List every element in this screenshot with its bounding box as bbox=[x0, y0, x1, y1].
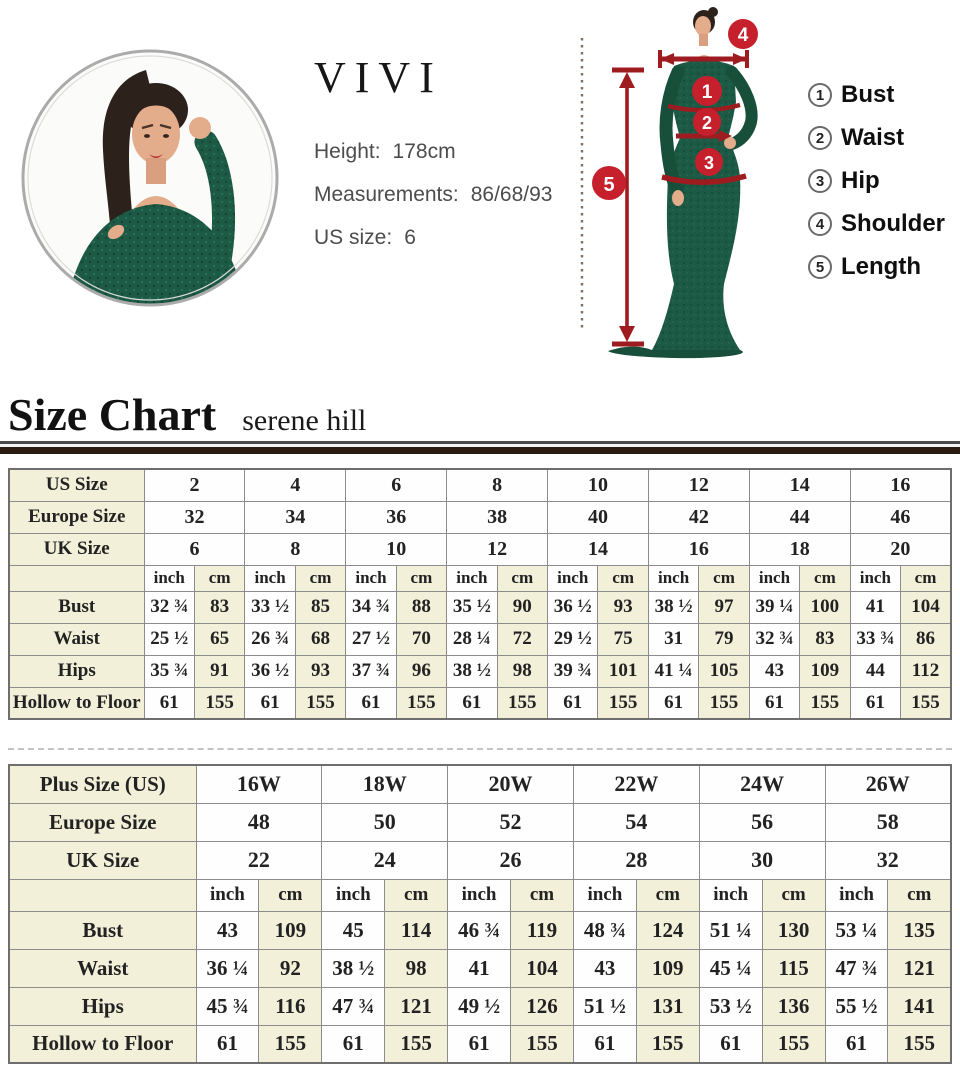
cm-value-cell: 131 bbox=[636, 987, 699, 1025]
inch-value-cell: 49 ½ bbox=[448, 987, 511, 1025]
legend-label: Shoulder bbox=[841, 210, 946, 237]
unit-cm-cell: cm bbox=[497, 565, 547, 591]
size-value-cell: 22W bbox=[573, 765, 699, 803]
inch-value-cell: 61 bbox=[850, 687, 900, 719]
unit-inch-cell: inch bbox=[448, 879, 511, 911]
cm-value-cell: 104 bbox=[511, 949, 574, 987]
size-value-cell: 58 bbox=[825, 803, 951, 841]
inch-value-cell: 39 ¾ bbox=[548, 655, 598, 687]
inch-value-cell: 61 bbox=[699, 1025, 762, 1063]
cm-value-cell: 98 bbox=[497, 655, 547, 687]
cm-value-cell: 104 bbox=[901, 591, 951, 623]
inch-value-cell: 45 ¾ bbox=[196, 987, 259, 1025]
inch-value-cell: 36 ½ bbox=[548, 591, 598, 623]
info-label: US size: bbox=[314, 226, 393, 249]
size-value-cell: 20 bbox=[850, 533, 951, 565]
inch-value-cell: 46 ¾ bbox=[448, 911, 511, 949]
size-value-cell: 18 bbox=[749, 533, 850, 565]
unit-cm-cell: cm bbox=[598, 565, 648, 591]
row-label-cell: Europe Size bbox=[9, 803, 196, 841]
size-value-cell: 2 bbox=[144, 469, 245, 501]
cm-value-cell: 75 bbox=[598, 623, 648, 655]
inch-value-cell: 61 bbox=[749, 687, 799, 719]
measure-row bbox=[9, 655, 951, 687]
inch-value-cell: 61 bbox=[448, 1025, 511, 1063]
cm-value-cell: 72 bbox=[497, 623, 547, 655]
unit-inch-cell: inch bbox=[573, 879, 636, 911]
row-label-cell: Bust bbox=[9, 911, 196, 949]
size-header-row bbox=[9, 803, 951, 841]
inch-value-cell: 61 bbox=[825, 1025, 888, 1063]
unit-inch-cell: inch bbox=[825, 879, 888, 911]
size-value-cell: 6 bbox=[346, 469, 447, 501]
inch-value-cell: 44 bbox=[850, 655, 900, 687]
inch-value-cell: 45 bbox=[322, 911, 385, 949]
unit-cm-cell: cm bbox=[295, 565, 345, 591]
unit-cm-cell: cm bbox=[888, 879, 951, 911]
model-photo bbox=[16, 44, 284, 312]
inch-value-cell: 61 bbox=[245, 687, 295, 719]
svg-text:5: 5 bbox=[603, 174, 615, 196]
legend-item-waist bbox=[808, 123, 945, 153]
inch-value-cell: 41 ¼ bbox=[648, 655, 698, 687]
size-header-row bbox=[9, 533, 951, 565]
size-value-cell: 4 bbox=[245, 469, 346, 501]
inch-value-cell: 36 ½ bbox=[245, 655, 295, 687]
page-subtitle: serene hill bbox=[242, 404, 367, 437]
legend-label: Bust bbox=[841, 81, 895, 108]
unit-cm-cell: cm bbox=[762, 879, 825, 911]
info-value: 178cm bbox=[392, 140, 456, 163]
inch-value-cell: 37 ¾ bbox=[346, 655, 396, 687]
inch-value-cell: 35 ½ bbox=[447, 591, 497, 623]
cm-value-cell: 109 bbox=[636, 949, 699, 987]
cm-value-cell: 105 bbox=[699, 655, 749, 687]
size-value-cell: 32 bbox=[144, 501, 245, 533]
size-value-cell: 40 bbox=[548, 501, 649, 533]
cm-value-cell: 79 bbox=[699, 623, 749, 655]
unit-inch-cell: inch bbox=[648, 565, 698, 591]
size-value-cell: 12 bbox=[447, 533, 548, 565]
cm-value-cell: 93 bbox=[598, 591, 648, 623]
cm-value-cell: 83 bbox=[194, 591, 244, 623]
cm-value-cell: 124 bbox=[636, 911, 699, 949]
size-value-cell: 46 bbox=[850, 501, 951, 533]
inch-value-cell: 38 ½ bbox=[648, 591, 698, 623]
inch-value-cell: 43 bbox=[196, 911, 259, 949]
inch-value-cell: 33 ¾ bbox=[850, 623, 900, 655]
row-label-cell: Hollow to Floor bbox=[9, 687, 144, 719]
row-label-cell: Hollow to Floor bbox=[9, 1025, 196, 1063]
cm-value-cell: 155 bbox=[699, 687, 749, 719]
cm-value-cell: 141 bbox=[888, 987, 951, 1025]
cm-value-cell: 114 bbox=[385, 911, 448, 949]
inch-value-cell: 61 bbox=[196, 1025, 259, 1063]
unit-cm-cell: cm bbox=[385, 879, 448, 911]
row-label-cell: Plus Size (US) bbox=[9, 765, 196, 803]
unit-inch-cell: inch bbox=[346, 565, 396, 591]
cm-value-cell: 155 bbox=[396, 687, 446, 719]
cm-value-cell: 96 bbox=[396, 655, 446, 687]
inch-value-cell: 45 ¼ bbox=[699, 949, 762, 987]
size-header-row bbox=[9, 765, 951, 803]
inch-value-cell: 61 bbox=[447, 687, 497, 719]
inch-value-cell: 26 ¾ bbox=[245, 623, 295, 655]
size-value-cell: 44 bbox=[749, 501, 850, 533]
inch-value-cell: 47 ¾ bbox=[322, 987, 385, 1025]
inch-value-cell: 43 bbox=[749, 655, 799, 687]
size-value-cell: 14 bbox=[749, 469, 850, 501]
inch-value-cell: 61 bbox=[144, 687, 194, 719]
unit-cm-cell: cm bbox=[396, 565, 446, 591]
plus-size-table bbox=[8, 764, 952, 1064]
legend-item-length bbox=[808, 252, 945, 282]
circled-number-icon: 1 bbox=[808, 83, 832, 107]
size-value-cell: 10 bbox=[548, 469, 649, 501]
inch-value-cell: 53 ½ bbox=[699, 987, 762, 1025]
cm-value-cell: 116 bbox=[259, 987, 322, 1025]
size-value-cell: 24 bbox=[322, 841, 448, 879]
cm-value-cell: 112 bbox=[901, 655, 951, 687]
circled-number-icon: 5 bbox=[808, 255, 832, 279]
info-value: 6 bbox=[404, 226, 416, 249]
size-value-cell: 50 bbox=[322, 803, 448, 841]
size-value-cell: 42 bbox=[648, 501, 749, 533]
info-row-measurements bbox=[314, 183, 552, 209]
row-label-cell: Hips bbox=[9, 987, 196, 1025]
size-value-cell: 6 bbox=[144, 533, 245, 565]
inch-value-cell: 31 bbox=[648, 623, 698, 655]
inch-value-cell: 48 ¾ bbox=[573, 911, 636, 949]
row-label-cell: Hips bbox=[9, 655, 144, 687]
size-value-cell: 16 bbox=[850, 469, 951, 501]
legend-item-shoulder bbox=[808, 209, 945, 239]
size-value-cell: 26W bbox=[825, 765, 951, 803]
unit-inch-cell: inch bbox=[322, 879, 385, 911]
cm-value-cell: 109 bbox=[800, 655, 850, 687]
cm-value-cell: 126 bbox=[511, 987, 574, 1025]
inch-value-cell: 61 bbox=[648, 687, 698, 719]
svg-text:4: 4 bbox=[737, 25, 749, 46]
size-value-cell: 18W bbox=[322, 765, 448, 803]
size-value-cell: 20W bbox=[448, 765, 574, 803]
info-label: Measurements: bbox=[314, 183, 459, 206]
size-value-cell: 8 bbox=[447, 469, 548, 501]
unit-inch-cell: inch bbox=[447, 565, 497, 591]
circled-number-icon: 3 bbox=[808, 169, 832, 193]
svg-text:2: 2 bbox=[701, 113, 713, 133]
size-value-cell: 10 bbox=[346, 533, 447, 565]
svg-text:3: 3 bbox=[703, 153, 715, 173]
cm-value-cell: 91 bbox=[194, 655, 244, 687]
row-label-cell: Europe Size bbox=[9, 501, 144, 533]
row-label-cell: UK Size bbox=[9, 841, 196, 879]
size-value-cell: 56 bbox=[699, 803, 825, 841]
inch-value-cell: 61 bbox=[548, 687, 598, 719]
info-value: 86/68/93 bbox=[470, 183, 553, 206]
cm-value-cell: 85 bbox=[295, 591, 345, 623]
cm-value-cell: 155 bbox=[194, 687, 244, 719]
size-value-cell: 8 bbox=[245, 533, 346, 565]
size-value-cell: 32 bbox=[825, 841, 951, 879]
inch-value-cell: 32 ¾ bbox=[749, 623, 799, 655]
unit-cm-cell: cm bbox=[901, 565, 951, 591]
page-title: Size Chart bbox=[8, 389, 217, 440]
section-heading bbox=[8, 388, 366, 441]
row-label-cell: US Size bbox=[9, 469, 144, 501]
size-header-row bbox=[9, 841, 951, 879]
cm-value-cell: 155 bbox=[497, 687, 547, 719]
dashed-separator bbox=[8, 748, 952, 750]
cm-value-cell: 155 bbox=[259, 1025, 322, 1063]
unit-inch-cell: inch bbox=[144, 565, 194, 591]
inch-value-cell: 47 ¾ bbox=[825, 949, 888, 987]
inch-value-cell: 51 ½ bbox=[573, 987, 636, 1025]
size-value-cell: 30 bbox=[699, 841, 825, 879]
measure-row bbox=[9, 911, 951, 949]
cm-value-cell: 119 bbox=[511, 911, 574, 949]
inch-value-cell: 25 ½ bbox=[144, 623, 194, 655]
inch-value-cell: 38 ½ bbox=[447, 655, 497, 687]
cm-value-cell: 121 bbox=[385, 987, 448, 1025]
inch-value-cell: 35 ¾ bbox=[144, 655, 194, 687]
measure-row bbox=[9, 1025, 951, 1063]
model-info bbox=[314, 140, 552, 269]
legend-item-hip bbox=[808, 166, 945, 196]
inch-value-cell: 43 bbox=[573, 949, 636, 987]
measure-row bbox=[9, 987, 951, 1025]
standard-size-table bbox=[8, 468, 952, 720]
legend-label: Length bbox=[841, 253, 921, 280]
svg-text:1: 1 bbox=[701, 82, 713, 103]
size-value-cell: 36 bbox=[346, 501, 447, 533]
cm-value-cell: 155 bbox=[901, 687, 951, 719]
inch-value-cell: 29 ½ bbox=[548, 623, 598, 655]
size-value-cell: 54 bbox=[573, 803, 699, 841]
inch-value-cell: 61 bbox=[322, 1025, 385, 1063]
cm-value-cell: 155 bbox=[800, 687, 850, 719]
model-portrait-illustration bbox=[16, 44, 284, 312]
inch-value-cell: 38 ½ bbox=[322, 949, 385, 987]
inch-value-cell: 61 bbox=[346, 687, 396, 719]
inch-value-cell: 32 ¾ bbox=[144, 591, 194, 623]
inch-value-cell: 41 bbox=[448, 949, 511, 987]
cm-value-cell: 97 bbox=[699, 591, 749, 623]
measure-row bbox=[9, 949, 951, 987]
circled-number-icon: 4 bbox=[808, 212, 832, 236]
legend-label: Hip bbox=[841, 167, 880, 194]
cm-value-cell: 130 bbox=[762, 911, 825, 949]
cm-value-cell: 98 bbox=[385, 949, 448, 987]
cm-value-cell: 155 bbox=[598, 687, 648, 719]
size-value-cell: 38 bbox=[447, 501, 548, 533]
unit-inch-cell: inch bbox=[245, 565, 295, 591]
size-value-cell: 48 bbox=[196, 803, 322, 841]
cm-value-cell: 155 bbox=[762, 1025, 825, 1063]
row-label-cell: Bust bbox=[9, 591, 144, 623]
size-value-cell: 14 bbox=[548, 533, 649, 565]
unit-row bbox=[9, 565, 951, 591]
size-value-cell: 26 bbox=[448, 841, 574, 879]
inch-value-cell: 34 ¾ bbox=[346, 591, 396, 623]
cm-value-cell: 136 bbox=[762, 987, 825, 1025]
inch-value-cell: 33 ½ bbox=[245, 591, 295, 623]
row-label-cell: Waist bbox=[9, 623, 144, 655]
row-label-cell bbox=[9, 879, 196, 911]
cm-value-cell: 115 bbox=[762, 949, 825, 987]
cm-value-cell: 155 bbox=[511, 1025, 574, 1063]
cm-value-cell: 93 bbox=[295, 655, 345, 687]
size-header-row bbox=[9, 501, 951, 533]
heading-divider bbox=[0, 441, 960, 454]
row-label-cell bbox=[9, 565, 144, 591]
measure-row bbox=[9, 623, 951, 655]
cm-value-cell: 155 bbox=[295, 687, 345, 719]
cm-value-cell: 86 bbox=[901, 623, 951, 655]
inch-value-cell: 39 ¼ bbox=[749, 591, 799, 623]
size-value-cell: 22 bbox=[196, 841, 322, 879]
cm-value-cell: 70 bbox=[396, 623, 446, 655]
cm-value-cell: 65 bbox=[194, 623, 244, 655]
cm-value-cell: 101 bbox=[598, 655, 648, 687]
legend-item-bust bbox=[808, 80, 945, 110]
inch-value-cell: 27 ½ bbox=[346, 623, 396, 655]
cm-value-cell: 83 bbox=[800, 623, 850, 655]
size-value-cell: 52 bbox=[448, 803, 574, 841]
size-value-cell: 34 bbox=[245, 501, 346, 533]
inch-value-cell: 61 bbox=[573, 1025, 636, 1063]
info-row-us-size bbox=[314, 226, 552, 252]
row-label-cell: UK Size bbox=[9, 533, 144, 565]
unit-cm-cell: cm bbox=[259, 879, 322, 911]
cm-value-cell: 121 bbox=[888, 949, 951, 987]
unit-cm-cell: cm bbox=[800, 565, 850, 591]
cm-value-cell: 135 bbox=[888, 911, 951, 949]
inch-value-cell: 41 bbox=[850, 591, 900, 623]
unit-inch-cell: inch bbox=[850, 565, 900, 591]
measure-row bbox=[9, 687, 951, 719]
measure-row bbox=[9, 591, 951, 623]
cm-value-cell: 90 bbox=[497, 591, 547, 623]
unit-cm-cell: cm bbox=[511, 879, 574, 911]
unit-inch-cell: inch bbox=[548, 565, 598, 591]
size-value-cell: 16W bbox=[196, 765, 322, 803]
row-label-cell: Waist bbox=[9, 949, 196, 987]
unit-cm-cell: cm bbox=[636, 879, 699, 911]
size-value-cell: 12 bbox=[648, 469, 749, 501]
info-label: Height: bbox=[314, 140, 381, 163]
cm-value-cell: 155 bbox=[636, 1025, 699, 1063]
unit-inch-cell: inch bbox=[196, 879, 259, 911]
size-header-row bbox=[9, 469, 951, 501]
cm-value-cell: 100 bbox=[800, 591, 850, 623]
cm-value-cell: 155 bbox=[385, 1025, 448, 1063]
size-value-cell: 28 bbox=[573, 841, 699, 879]
brand-title: VIVI bbox=[314, 53, 443, 102]
size-value-cell: 24W bbox=[699, 765, 825, 803]
inch-value-cell: 53 ¼ bbox=[825, 911, 888, 949]
cm-value-cell: 88 bbox=[396, 591, 446, 623]
unit-row bbox=[9, 879, 951, 911]
unit-inch-cell: inch bbox=[699, 879, 762, 911]
inch-value-cell: 51 ¼ bbox=[699, 911, 762, 949]
size-value-cell: 16 bbox=[648, 533, 749, 565]
legend-label: Waist bbox=[841, 124, 905, 151]
circled-number-icon: 2 bbox=[808, 126, 832, 150]
cm-value-cell: 155 bbox=[888, 1025, 951, 1063]
measurement-diagram bbox=[556, 2, 800, 380]
length-line bbox=[612, 70, 644, 344]
inch-value-cell: 36 ¼ bbox=[196, 949, 259, 987]
inch-value-cell: 55 ½ bbox=[825, 987, 888, 1025]
dress-measure-illustration bbox=[556, 2, 800, 380]
inch-value-cell: 28 ¼ bbox=[447, 623, 497, 655]
unit-cm-cell: cm bbox=[194, 565, 244, 591]
cm-value-cell: 68 bbox=[295, 623, 345, 655]
unit-inch-cell: inch bbox=[749, 565, 799, 591]
measurement-legend bbox=[808, 80, 945, 295]
cm-value-cell: 92 bbox=[259, 949, 322, 987]
cm-value-cell: 109 bbox=[259, 911, 322, 949]
unit-cm-cell: cm bbox=[699, 565, 749, 591]
info-row-height bbox=[314, 140, 552, 166]
